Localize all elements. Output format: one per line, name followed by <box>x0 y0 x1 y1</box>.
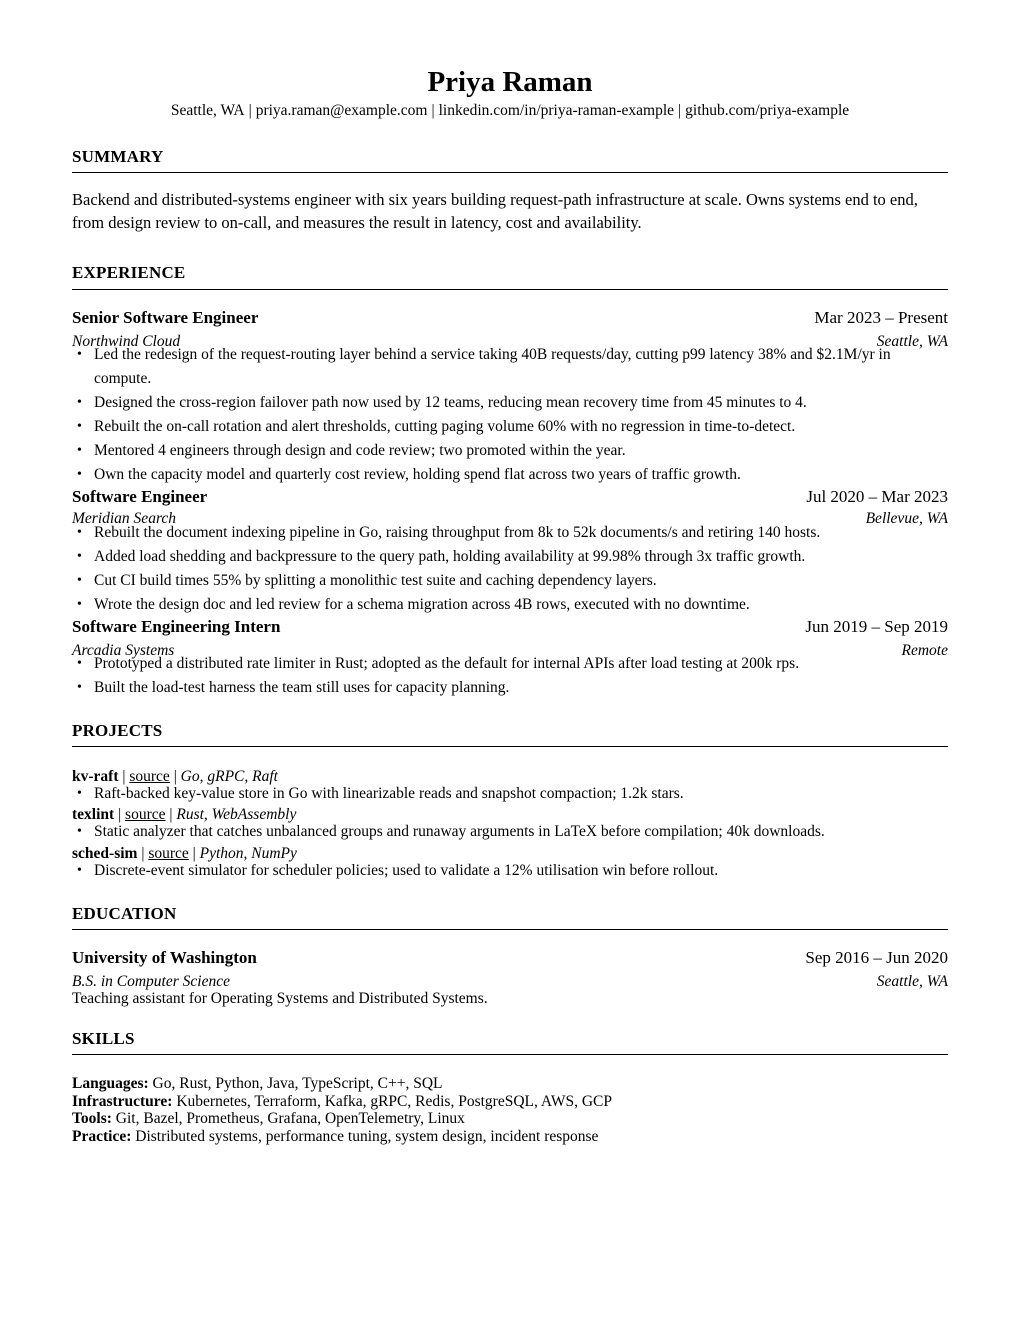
section-title-skills: SKILLS <box>72 1029 135 1048</box>
summary-text: Backend and distributed-systems engineer with six years building request-path infrastructure at scale. Owns systems end to end, from design review to on-call, and measures the result in latency, cost and availability. <box>72 190 918 232</box>
job-header <box>72 616 948 638</box>
job-title: Software Engineering Intern <box>72 617 281 636</box>
section-divider <box>72 1054 948 1055</box>
project-separator: | <box>192 845 196 862</box>
project-separator: | <box>122 768 126 785</box>
project-name: kv-raft <box>72 768 119 785</box>
section-title-education: EDUCATION <box>72 904 177 923</box>
job-company: Northwind Cloud <box>72 333 181 350</box>
job-location: Bellevue, WA <box>865 510 948 527</box>
degree: B.S. in Computer Science <box>72 973 230 990</box>
job-dates: Jun 2019 – Sep 2019 <box>805 617 948 636</box>
job-company: Meridian Search <box>72 510 177 527</box>
section-title-summary: SUMMARY <box>72 147 164 166</box>
bullet-icon: • <box>77 573 82 588</box>
skill-label: Languages: <box>72 1075 149 1092</box>
skill-row <box>72 1110 465 1128</box>
contact-github[interactable]: github.com/priya-example <box>685 102 850 119</box>
education-note: Teaching assistant for Operating Systems and Distributed Systems. <box>72 990 488 1007</box>
job-company: Arcadia Systems <box>72 642 175 659</box>
job-title: Software Engineer <box>72 487 208 506</box>
skill-row <box>72 1128 598 1146</box>
job-bullets <box>72 652 948 700</box>
job-bullets <box>72 343 948 487</box>
skill-label: Tools: <box>72 1110 112 1127</box>
bullet-icon: • <box>77 656 82 671</box>
bullet-icon: • <box>77 549 82 564</box>
skill-row <box>72 1075 442 1093</box>
project-description: • Static analyzer that catches unbalanced groups and runaway arguments in LaTeX before compilation; 40k downloads. <box>77 823 825 840</box>
list-item: • Built the load-test harness the team still uses for capacity planning. <box>72 676 948 700</box>
bullet-icon: • <box>77 863 82 878</box>
contact-linkedin[interactable]: linkedin.com/in/priya-raman-example <box>438 102 675 119</box>
contact-line <box>72 101 948 121</box>
job-dates: Mar 2023 – Present <box>814 308 948 327</box>
contact-email[interactable]: priya.raman@example.com <box>255 102 428 119</box>
list-item: • Mentored 4 engineers through design and code review; two promoted within the year. <box>72 439 948 463</box>
job-location: Remote <box>901 642 948 659</box>
skill-value: Kubernetes, Terraform, Kafka, gRPC, Redis, PostgreSQL, AWS, GCP <box>176 1093 612 1110</box>
bullet-icon: • <box>77 347 82 362</box>
skill-label: Practice: <box>72 1128 132 1145</box>
list-item: • Prototyped a distributed rate limiter in Rust; adopted as the default for internal APIs after load testing at 200k rps. <box>72 652 948 676</box>
project-separator: | <box>118 806 122 823</box>
list-item: • Wrote the design doc and led review for a schema migration across 4B rows, executed with no downtime. <box>72 593 948 617</box>
skill-value: Distributed systems, performance tuning, system design, incident response <box>135 1128 599 1145</box>
job-dates: Jul 2020 – Mar 2023 <box>806 487 948 506</box>
bullet-icon: • <box>77 443 82 458</box>
job-title: Senior Software Engineer <box>72 308 259 327</box>
bullet-icon: • <box>77 395 82 410</box>
project-separator: | <box>173 768 177 785</box>
bullet-icon: • <box>77 467 82 482</box>
section-divider <box>72 172 948 173</box>
resume-name: Priya Raman <box>427 66 593 98</box>
section-title-experience: EXPERIENCE <box>72 263 186 282</box>
list-item: • Designed the cross-region failover path now used by 12 teams, reducing mean recovery time from 45 minutes to 4. <box>72 391 948 415</box>
list-item: • Led the redesign of the request-routing layer behind a service taking 40B requests/day, cutting p99 latency 38% and $2.1M/yr in compute. <box>72 343 948 391</box>
skill-value: Git, Bazel, Prometheus, Grafana, OpenTelemetry, Linux <box>115 1110 465 1127</box>
education-subheader <box>72 973 948 991</box>
education-dates: Sep 2016 – Jun 2020 <box>805 948 948 967</box>
contact-separator: | <box>248 102 252 119</box>
education-location: Seattle, WA <box>876 973 948 990</box>
project-name: texlint <box>72 806 115 823</box>
job-header <box>72 307 948 329</box>
project-separator: | <box>141 845 145 862</box>
section-title-projects: PROJECTS <box>72 721 163 740</box>
job-location: Seattle, WA <box>876 333 948 350</box>
bullet-icon: • <box>77 597 82 612</box>
project-description: • Discrete-event simulator for scheduler policies; used to validate a 12% utilisation win before rollout. <box>77 862 719 879</box>
skill-value: Go, Rust, Python, Java, TypeScript, C++, SQL <box>152 1075 443 1092</box>
school-name: University of Washington <box>72 948 257 967</box>
list-item: • Rebuilt the document indexing pipeline in Go, raising throughput from 8k to 52k documents/s and retiring 140 hosts. <box>72 521 948 545</box>
bullet-icon: • <box>77 525 82 540</box>
section-divider <box>72 289 948 290</box>
job-bullets <box>72 521 948 617</box>
project-source-link[interactable]: source <box>125 806 166 823</box>
section-divider <box>72 746 948 747</box>
bullet-icon: • <box>77 824 82 839</box>
education-header <box>72 947 948 969</box>
project-source-link[interactable]: source <box>129 768 170 785</box>
list-item: • Added load shedding and backpressure to the query path, holding availability at 99.98% through 3x traffic growth. <box>72 545 948 569</box>
section-divider <box>72 929 948 930</box>
bullet-icon: • <box>77 786 82 801</box>
project-name: sched-sim <box>72 845 138 862</box>
project-separator: | <box>169 806 173 823</box>
project-tech: Go, gRPC, Raft <box>180 768 278 785</box>
project-source-link[interactable]: source <box>148 845 189 862</box>
bullet-icon: • <box>77 419 82 434</box>
skill-row <box>72 1093 612 1111</box>
skill-label: Infrastructure: <box>72 1093 173 1110</box>
bullet-icon: • <box>77 680 82 695</box>
contact-separator: | <box>431 102 435 119</box>
list-item: • Rebuilt the on-call rotation and alert thresholds, cutting paging volume 60% with no regression in time-to-detect. <box>72 415 948 439</box>
project-tech: Rust, WebAssembly <box>176 806 297 823</box>
contact-location: Seattle, WA <box>170 102 245 119</box>
project-tech: Python, NumPy <box>199 845 297 862</box>
project-description: • Raft-backed key-value store in Go with linearizable reads and snapshot compaction; 1.2k stars. <box>77 785 684 802</box>
list-item: • Own the capacity model and quarterly cost review, holding spend flat across two years of traffic growth. <box>72 463 948 487</box>
list-item: • Cut CI build times 55% by splitting a monolithic test suite and caching dependency layers. <box>72 569 948 593</box>
job-header <box>72 486 948 508</box>
contact-separator: | <box>678 102 682 119</box>
